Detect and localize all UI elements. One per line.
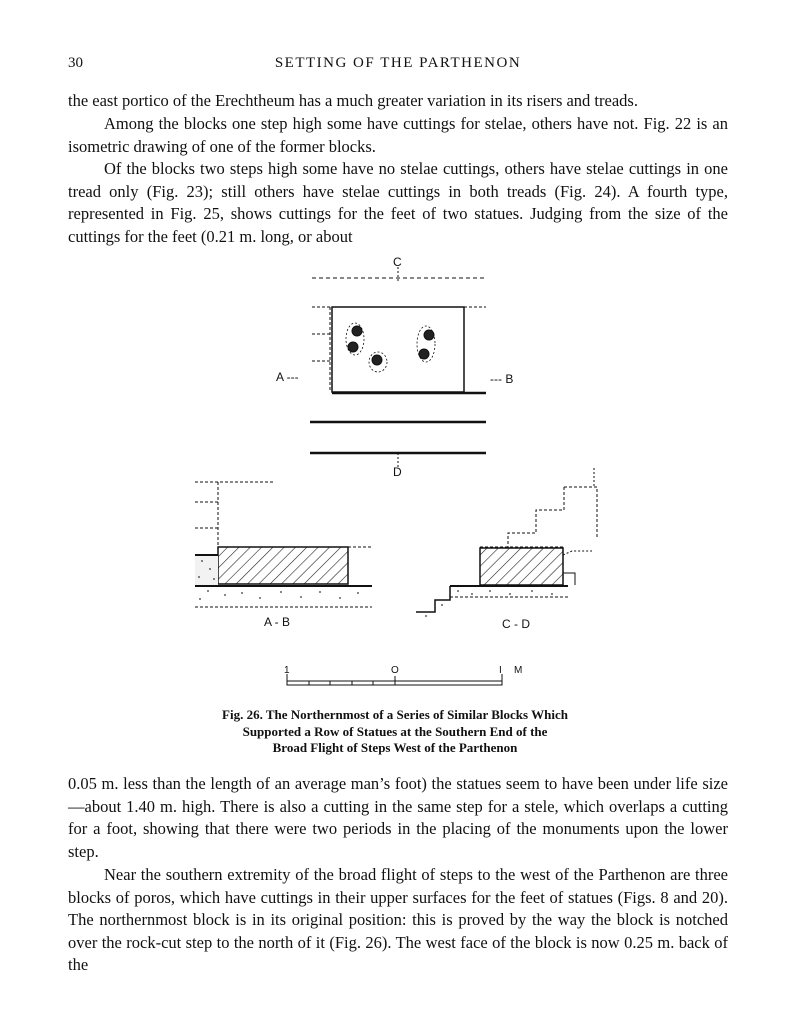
- paragraph: Among the blocks one step high some have cuttings for stelae, others have not. Fig. 22 is an isometric drawing of one of the former blocks.: [68, 114, 728, 156]
- label-a: A ---: [276, 370, 299, 384]
- paragraph: the east portico of the Erechtheum has a much greater variation in its risers and treads.: [68, 91, 638, 110]
- rock-steps-dashed: [312, 307, 486, 392]
- label-d: D: [393, 465, 402, 479]
- paragraph: 0.05 m. less than the length of an average man’s foot) the statues seem to have been under life size—about 1.40 m. high. There is also a cutting in the same step for a stele, which overlaps a cutting for a foot, showing that there were two periods in the placing of the monuments upon the lower step.: [68, 774, 728, 861]
- scale-label-unit: M: [514, 665, 523, 676]
- caption-line: Supported a Row of Statues at the Southern End of the: [242, 723, 548, 739]
- label-section-cd: C - D: [502, 617, 530, 631]
- scale-label-left: 1: [284, 665, 290, 676]
- caption-line: Broad Flight of Steps West of the Parthenon: [272, 740, 518, 755]
- scale-label-right: I: [499, 665, 502, 676]
- block-section-ab: [218, 547, 348, 584]
- figure-caption: [140, 707, 650, 757]
- foot-cuttings: [346, 323, 435, 372]
- block-section-cd: [480, 548, 563, 585]
- running-title: SETTING OF THE PARTHENON: [274, 55, 522, 71]
- paragraph: Of the blocks two steps high some have no stelae cuttings, others have stelae cuttings in one tread only (Fig. 23); still others have stelae cuttings in both treads (Fig. 24). A fourth type, represented in Fig. 25, shows cuttings for the feet of two statues. Judging from the size of the cuttings for the feet (0.21 m. long, or about: [68, 159, 728, 246]
- scale-label-mid: O: [391, 665, 399, 676]
- label-b: --- B: [490, 372, 514, 386]
- label-c: C: [393, 255, 402, 269]
- page-number: 30: [68, 55, 83, 71]
- label-section-ab: A - B: [264, 615, 291, 629]
- section-c-d: [416, 468, 597, 617]
- caption-line: Fig. 26. The Northernmost of a Series of Similar Blocks Which: [222, 707, 568, 722]
- figure-26: [180, 255, 600, 695]
- page-header: [68, 55, 728, 77]
- plan-view: [310, 267, 486, 467]
- figure-drawing: [180, 255, 600, 695]
- section-a-b: [195, 482, 372, 607]
- paragraph: Near the southern extremity of the broad flight of steps to the west of the Parthenon are three blocks of poros, which have cuttings in their upper surfaces for the feet of statues (Figs. 8 and 20). The northernmost block is in its original position: this is proved by the way the block is notched over the rock-cut step to the north of it (Fig. 26). The west face of the block is now 0.25 m. back of the: [68, 865, 728, 974]
